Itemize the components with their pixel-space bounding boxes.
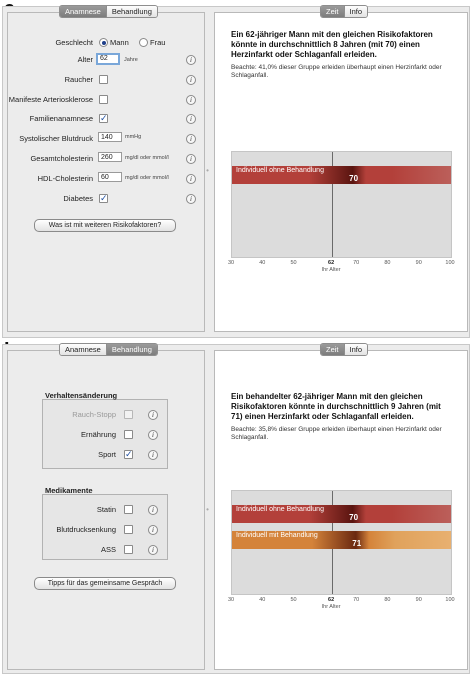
result-bar-value: 70	[349, 513, 359, 522]
panel-b-right-tab-bar	[320, 343, 368, 356]
tab-anamnese[interactable]: Anamnese	[60, 6, 106, 17]
axis-tick-label: 70	[353, 597, 360, 603]
result-bar-label: Individuell mit Behandlung	[236, 532, 318, 539]
result-bar-value: 71	[352, 539, 362, 548]
tab-info[interactable]: Info	[344, 6, 368, 17]
diabetes-label: Diabetes	[63, 194, 93, 203]
total-cholesterol-unit: mg/dl oder mmol/l	[125, 155, 169, 161]
blood-pressure-label: Systolischer Blutdruck	[19, 134, 93, 143]
result-bar-label: Individuell ohne Behandlung	[236, 506, 324, 513]
panel-a-tab-bar	[59, 5, 158, 18]
gender-male-radio[interactable]	[99, 38, 108, 47]
ass-label: ASS	[100, 545, 116, 554]
sport-info-icon[interactable]: i	[148, 450, 158, 460]
nutrition-label: Ernährung	[80, 430, 116, 439]
axis-tick-label: 80	[384, 260, 391, 266]
panel-a-result-headline: Ein 62-jähriger Mann mit den gleichen Risikofaktoren könnte in durchschnittlich 8 Jahren (mit 70) einen Herzinfarkt oder Schlaganfall erleiden.	[231, 30, 433, 59]
statin-info-icon[interactable]: i	[148, 505, 158, 515]
statin-checkbox[interactable]	[124, 505, 133, 514]
nutrition-info-icon[interactable]: i	[148, 430, 158, 440]
arteriosclerosis-info-icon[interactable]: i	[186, 95, 196, 105]
age-info-icon[interactable]: i	[186, 55, 196, 65]
arteriosclerosis-label: Manifeste Arteriosklerose	[8, 95, 93, 104]
axis-tick-label: 62	[328, 597, 335, 603]
smoking-stop-checkbox[interactable]	[124, 410, 133, 419]
tab-zeit[interactable]: Zeit	[321, 344, 344, 355]
bp-lowering-info-icon[interactable]: i	[148, 525, 158, 535]
tab-info[interactable]: Info	[344, 344, 368, 355]
axis-tick-label: 40	[259, 260, 266, 266]
behavior-change-title: Verhaltensänderung	[45, 391, 118, 400]
panel-a-chart	[231, 151, 452, 258]
hdl-cholesterol-label: HDL-Cholesterin	[37, 174, 93, 183]
age-label: Alter	[77, 55, 93, 64]
diabetes-info-icon[interactable]: i	[186, 194, 196, 204]
medication-title: Medikamente	[45, 486, 93, 495]
axis-tick-label: 62	[328, 260, 335, 266]
ass-checkbox[interactable]	[124, 545, 133, 554]
age-unit: Jahre	[124, 57, 138, 63]
bp-lowering-checkbox[interactable]	[124, 525, 133, 534]
age-input[interactable]: 62	[96, 53, 120, 65]
arteriosclerosis-checkbox[interactable]	[99, 95, 108, 104]
statin-label: Statin	[96, 505, 116, 514]
nutrition-checkbox[interactable]	[124, 430, 133, 439]
grid-line	[451, 491, 452, 594]
blood-pressure-unit: mmHg	[125, 134, 142, 140]
gender-female-radio[interactable]	[139, 38, 148, 47]
axis-tick-label: 80	[384, 597, 391, 603]
smoker-info-icon[interactable]: i	[186, 75, 196, 85]
bp-lowering-label: Blutdrucksenkung	[56, 525, 116, 534]
tab-zeit[interactable]: Zeit	[321, 6, 344, 17]
axis-tick-label: 90	[415, 597, 422, 603]
gender-label: Geschlecht	[55, 38, 93, 47]
total-cholesterol-info-icon[interactable]: i	[186, 154, 196, 164]
gender-male-label: Mann	[110, 38, 129, 47]
family-history-info-icon[interactable]: i	[186, 114, 196, 124]
result-bar-label: Individuell ohne Behandlung	[236, 167, 324, 174]
tab-behandlung[interactable]: Behandlung	[106, 344, 157, 355]
axis-tick-label: 100	[445, 260, 455, 266]
smoking-stop-label: Rauch-Stopp	[72, 410, 116, 419]
grid-line	[451, 152, 452, 257]
panel-b-result-note: Beachte: 35,8% dieser Gruppe erleiden überhaupt einen Herzinfarkt oder Schlaganfall.	[231, 426, 442, 441]
hdl-cholesterol-unit: mg/dl oder mmol/l	[125, 175, 169, 181]
family-history-label: Familienanamnese	[29, 114, 93, 123]
tips-button[interactable]: Tipps für das gemeinsame Gespräch	[34, 577, 176, 590]
smoker-label: Raucher	[64, 75, 93, 84]
tab-anamnese[interactable]: Anamnese	[60, 344, 106, 355]
panel-b-chart	[231, 490, 452, 595]
tab-behandlung[interactable]: Behandlung	[106, 6, 157, 17]
result-bar-value: 70	[349, 174, 359, 183]
blood-pressure-info-icon[interactable]: i	[186, 134, 196, 144]
sport-label: Sport	[98, 450, 116, 459]
axis-tick-label: 30	[227, 260, 235, 266]
panel-b-tab-bar	[59, 343, 158, 356]
sport-checkbox[interactable]: ✓	[125, 449, 133, 459]
family-history-checkbox[interactable]: ✓	[100, 113, 108, 123]
blood-pressure-input[interactable]: 140	[98, 132, 122, 142]
smoker-checkbox[interactable]	[99, 75, 108, 84]
panel-a-right-tab-bar	[320, 5, 368, 18]
more-risk-factors-button[interactable]: Was ist mit weiteren Risikofaktoren?	[34, 219, 176, 232]
axis-tick-label: 90	[415, 260, 422, 266]
axis-tick-label: 40	[259, 597, 266, 603]
panel-a-result-note: Beachte: 41,0% dieser Gruppe erleiden überhaupt einen Herzinfarkt oder Schlaganfall.	[231, 64, 442, 79]
panel-b-split-handle[interactable]: •	[206, 505, 209, 514]
smoking-stop-info-icon[interactable]: i	[148, 410, 158, 420]
axis-tick-label: 100	[445, 597, 455, 603]
panel-a-split-handle[interactable]: •	[206, 166, 209, 175]
hdl-cholesterol-input[interactable]: 60	[98, 172, 122, 182]
diabetes-checkbox[interactable]: ✓	[100, 193, 108, 203]
hdl-cholesterol-info-icon[interactable]: i	[186, 174, 196, 184]
total-cholesterol-label: Gesamtcholesterin	[30, 154, 93, 163]
axis-tick-label: 30	[227, 597, 235, 603]
ass-info-icon[interactable]: i	[148, 545, 158, 555]
axis-caption: Ihr Alter	[321, 604, 341, 610]
gender-female-label: Frau	[150, 38, 166, 47]
axis-tick-label: 50	[290, 597, 297, 603]
axis-caption: Ihr Alter	[321, 267, 341, 273]
axis-tick-label: 50	[290, 260, 297, 266]
panel-b-result-headline: Ein behandelter 62-jähriger Mann mit den gleichen Risikofaktoren könnte in durchschnittlich 9 Jahren (mit 71) einen Herzinfarkt oder Schlaganfall erleiden.	[231, 392, 441, 421]
axis-tick-label: 70	[353, 260, 360, 266]
total-cholesterol-input[interactable]: 260	[98, 152, 122, 162]
